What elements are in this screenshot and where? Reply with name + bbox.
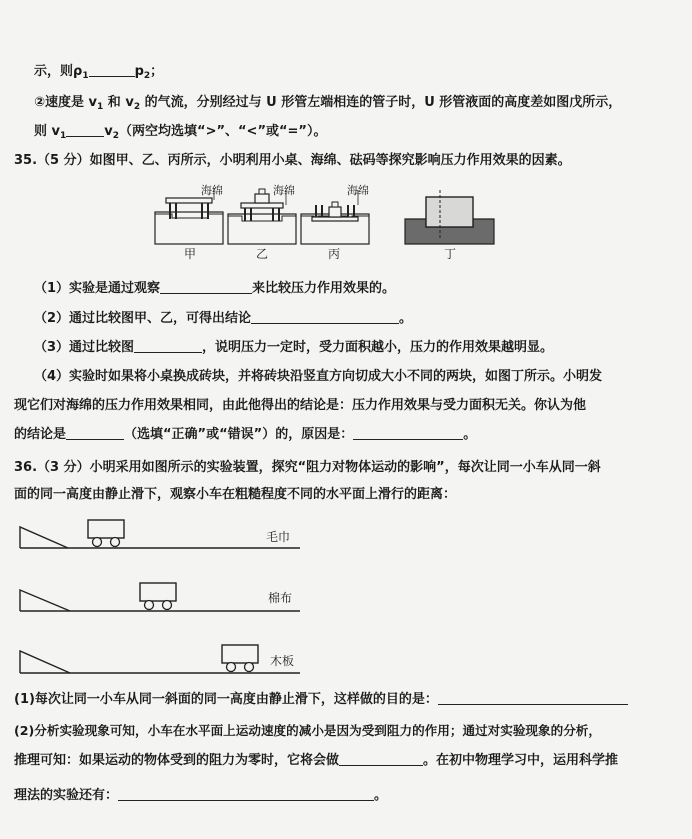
surface-label-cotton: 棉布: [268, 591, 293, 605]
answer-blank[interactable]: [438, 691, 628, 705]
surface-label-wood: 木板: [270, 654, 295, 668]
track-cotton: [20, 583, 300, 611]
q36-p2-c: 理法的实验还有： 。: [14, 788, 388, 803]
track-wood: [20, 645, 300, 673]
sponge-label: 海绵: [347, 184, 369, 197]
q36-p1: (1)每次让同一小车从同一斜面的同一高度由静止滑下，这样做的目的是：: [14, 691, 628, 709]
q36-p2-b: 推理可知：如果运动的物体受到的阻力为零时，它将会做 。在初中物理学习中，运用科学推: [14, 753, 619, 768]
q34-line-2: ②速度是 $v_1$ 和 $v_2$ 的气流，分别经过与 U 形管左端相连的管子时，U 形管液面的高度差如图戊所示，: [34, 95, 622, 112]
answer-blank[interactable]: [339, 752, 423, 766]
q35-p4-a: （4）实验时如果将小桌换成砖块，并将砖块沿竖直方向切成大小不同的两块，如图丁所示。小明发: [34, 369, 603, 384]
figure-label-jia: 甲: [184, 247, 197, 261]
track-towel: [20, 520, 300, 548]
q34-line-1: 示，则$\rho_1$ $p_2$；: [34, 64, 164, 81]
surface-label-towel: 毛巾: [266, 530, 291, 544]
figure-label-ding: 丁: [444, 247, 457, 261]
q35-p3: （3）通过比较图 ，说明压力一定时，受力面积越小，压力的作用效果越明显。: [34, 340, 554, 355]
q35-p4-c: 的结论是 （选填“正确”或“错误”）的，原因是： 。: [14, 427, 477, 442]
q35-title: 35.（5 分）如图甲、乙、丙所示，小明利用小桌、海绵、砝码等探究影响压力作用效果的因素。: [14, 153, 571, 168]
figure-label-yi: 乙: [256, 247, 269, 261]
sponge-label: 海绵: [201, 184, 223, 197]
q35-p1: （1）实验是通过观察 来比较压力作用效果的。: [34, 281, 396, 296]
q36-title-b: 面的同一高度由静止滑下，观察小车在粗糙程度不同的水平面上滑行的距离：: [14, 487, 457, 502]
q35-p2: （2）通过比较图甲、乙，可得出结论 。: [34, 311, 413, 326]
answer-blank[interactable]: [118, 787, 374, 801]
q34-line-3: 则 $v_1$ $v_2$（两空均选填“>”、“<”或“=”）。: [34, 124, 327, 141]
sponge-label: 海绵: [273, 184, 295, 197]
q36-title-a: 36.（3 分）小明采用如图所示的实验装置，探究“阻力对物体运动的影响”，每次让同一小车从同一斜: [14, 460, 601, 475]
figure-label-bing: 丙: [328, 247, 341, 261]
q36-p2-a: (2)分析实验现象可知，小车在水平面上运动速度的减小是因为受到阻力的作用；通过对实验现象的分析，: [14, 723, 601, 738]
q35-p4-b: 现它们对海绵的压力作用效果相同，由此他得出的结论是：压力作用效果与受力面积无关。你认为他: [14, 398, 587, 413]
